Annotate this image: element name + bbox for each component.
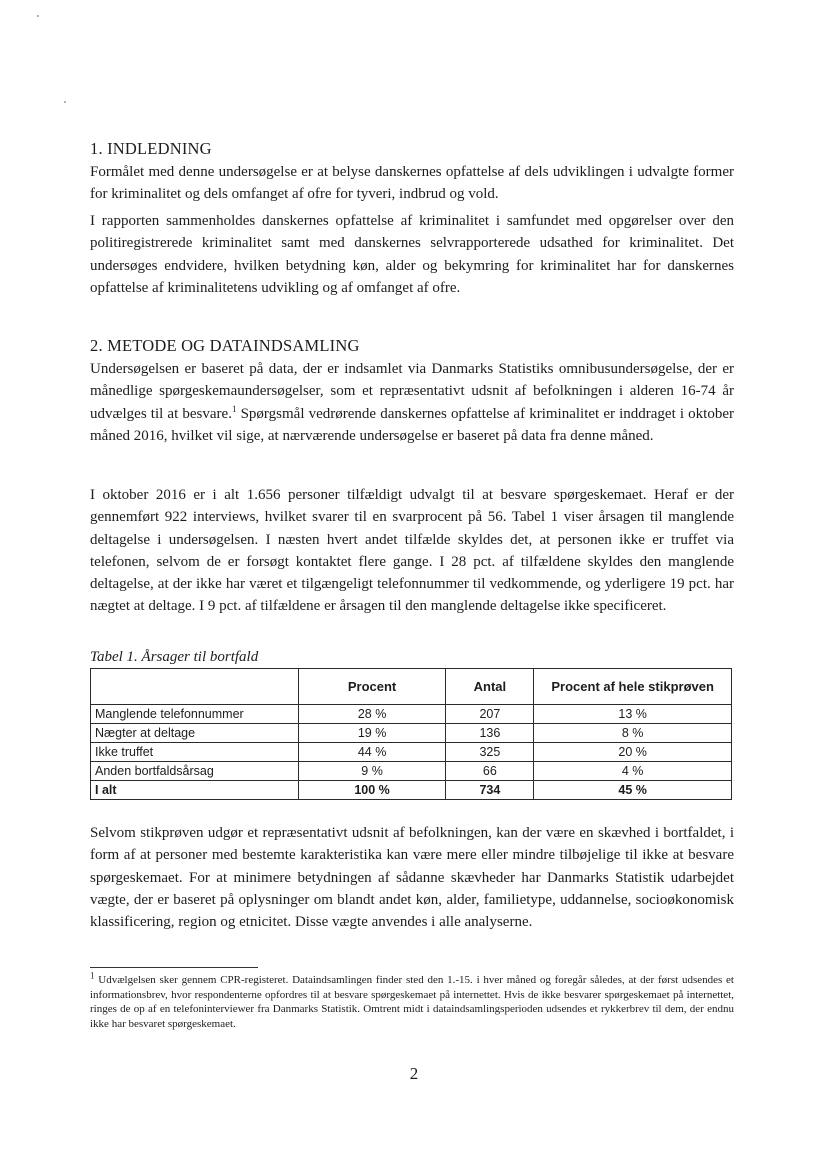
table-cell: 207 (446, 705, 534, 724)
footnote-divider (90, 967, 258, 968)
dropout-reasons-table (90, 668, 732, 800)
table-row (91, 743, 732, 762)
method-paragraph-2: I oktober 2016 er i alt 1.656 personer tilfældigt udvalgt til at besvare spørgeskemaet. Heraf er der gennemført 922 interviews, hvilket svarer til en svarprocent på 56. Tabel 1 viser årsagen til manglende deltagelse i undersøgelsen. I næsten hvert andet tilfælde skyldes det, at personen ikke er truffet via telefonen, selvom de er forsøgt kontaktet flere gange. I 28 pct. af tilfældene skyldes den manglende deltagelse, at der ikke har været et tilgængeligt telefonnummer til vedkommende, og yderligere 19 pct. har nægtet at deltage. I 9 pct. af tilfældene er årsagen til den manglende deltagelse ikke specificeret. (90, 487, 734, 615)
footnote-text: Udvælgelsen sker gennem CPR-registeret. Dataindsamlingen finder sted den 1.-15. i hver måned og foregår således, at der først udsendes et informationsbrev, hvor respondenterne opfordres til at besvare spørgeskemaet på internettet. Hvis de ikke besvarer spørgeskemaet på internettet, ringes de op af en telefoninterviewer fra Danmarks Statistik. Omtrent midt i dataindsamlingsperioden udsendes et rykkerbrev til dem, der endnu ikke har besvaret spørgeskemaet. (90, 974, 734, 1030)
table-cell: 45 % (534, 781, 732, 800)
table-cell: 44 % (298, 743, 446, 762)
table-cell: 100 % (298, 781, 446, 800)
table-header-cell: Antal (446, 669, 534, 705)
section-heading-introduction: 1. INDLEDNING (90, 139, 212, 158)
table-cell: 28 % (298, 705, 446, 724)
method-paragraph-3: Selvom stikprøven udgør et repræsentativt udsnit af befolkningen, kan der være en skævhed i bortfaldet, i form af at personer med bestemte karakteristika kan være mere eller mindre tilbøjelige til ikke at besvare spørgeskemaet. For at minimere betydningen af sådanne skævheder har Danmarks Statistik udarbejdet vægte, der er baseret på oplysninger om blandt andet køn, alder, familietype, uddannelse, socioøkonomisk klassificering, region og etnicitet. Disse vægte anvendes i alle analyserne. (90, 825, 734, 931)
table-header-row (91, 669, 732, 705)
table-cell: 734 (446, 781, 534, 800)
intro-paragraph-1: Formålet med denne undersøgelse er at belyse danskernes opfattelse af dels udviklingen i udvalgte former for kriminalitet og dels omfanget af ofre for tyveri, indbrud og vold. (90, 164, 734, 203)
table-cell: 4 % (534, 762, 732, 781)
table-cell: 9 % (298, 762, 446, 781)
table-cell: 66 (446, 762, 534, 781)
table-cell: 8 % (534, 724, 732, 743)
table-row (91, 705, 732, 724)
table-caption: Tabel 1. Årsager til bortfald (90, 649, 259, 665)
table-cell-label: Manglende telefonnummer (91, 705, 299, 724)
table-total-row (91, 781, 732, 800)
table-header-cell: Procent (298, 669, 446, 705)
section-heading-method: 2. METODE OG DATAINDSAMLING (90, 336, 360, 355)
table-cell: 325 (446, 743, 534, 762)
page-number: 2 (409, 1064, 419, 1083)
footnote (90, 970, 734, 1031)
method-paragraph-1: Undersøgelsen er baseret på data, der er indsamlet via Danmarks Statistiks omnibusundersøgelse, der er månedlige spørgeskemaundersøgelser, som et repræsentativt udsnit af befolkningen i alderen 16-74 år udvælges til at besvare.$^1$ Spørgsmål vedrørende danskernes opfattelse af kriminalitet er inddraget i oktober måned 2016, hvilket vil sige, at nærværende undersøgelse er baseret på data fra denne måned. (90, 361, 734, 444)
intro-paragraph-2: I rapporten sammenholdes danskernes opfattelse af kriminalitet i samfundet med opgørelser over den politiregistrerede kriminalitet samt med danskernes selvrapporterede udsathed for kriminalitet. Det undersøges endvidere, hvilken betydning køn, alder og bekymring for kriminalitet har for danskernes opfattelse af kriminalitetens udvikling og af omfanget af ofre. (90, 213, 734, 296)
table-row (91, 762, 732, 781)
table-cell: 13 % (534, 705, 732, 724)
footnote-marker: 1 (90, 970, 95, 981)
table-cell-label: Nægter at deltage (91, 724, 299, 743)
table-row (91, 724, 732, 743)
table-cell: 19 % (298, 724, 446, 743)
table-cell-label: I alt (91, 781, 299, 800)
table-cell: 20 % (534, 743, 732, 762)
table-cell-label: Ikke truffet (91, 743, 299, 762)
table-cell-label: Anden bortfaldsårsag (91, 762, 299, 781)
scan-speck (64, 101, 66, 103)
scan-speck (37, 15, 39, 17)
table-header-cell: Procent af hele stikprøven (534, 669, 732, 705)
table-header-cell (91, 669, 299, 705)
table-cell: 136 (446, 724, 534, 743)
footnote-reference[interactable]: 1 (231, 403, 237, 414)
